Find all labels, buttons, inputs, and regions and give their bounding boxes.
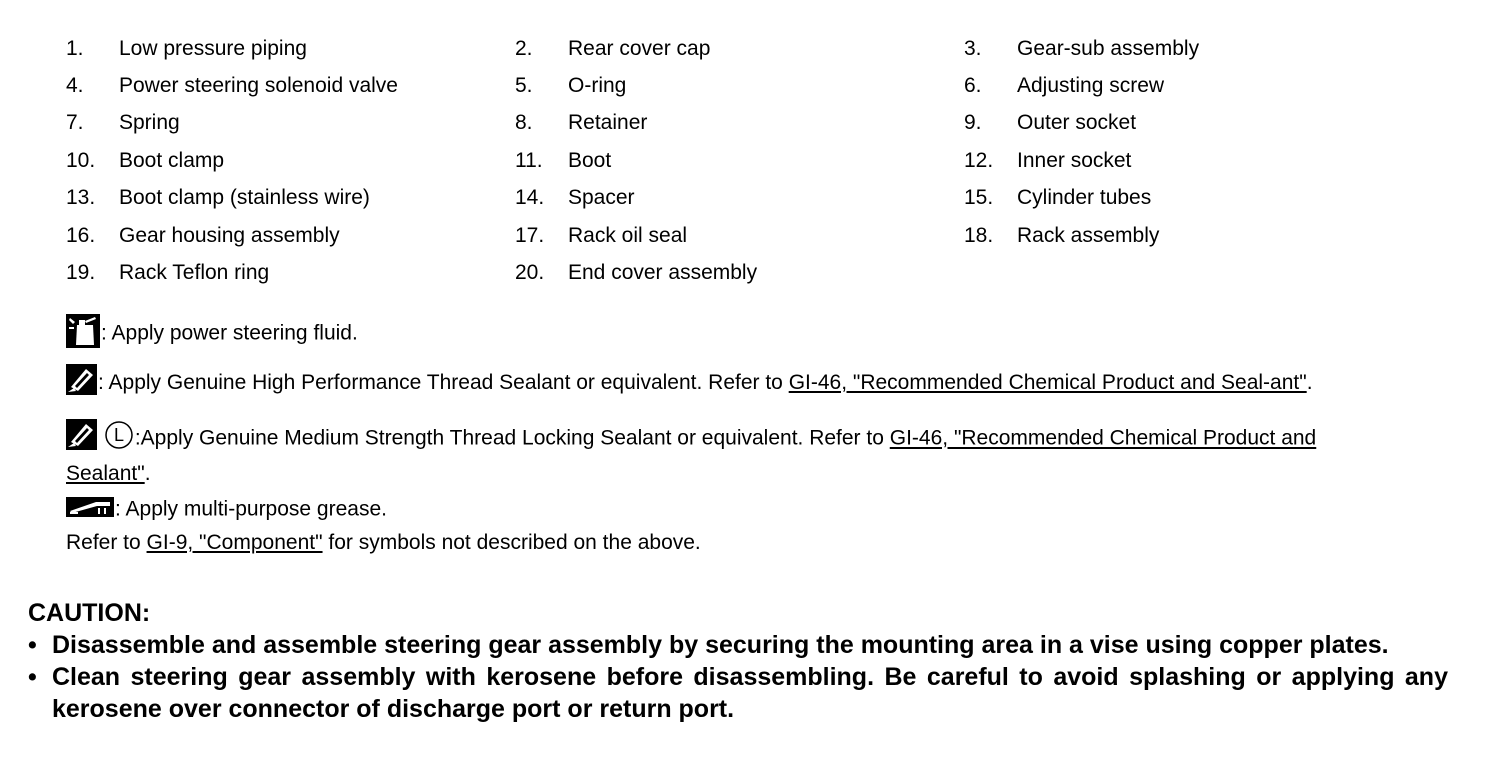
- part-label: Rack assembly: [1017, 223, 1160, 247]
- part-number: 6.: [964, 74, 982, 98]
- part-label: Outer socket: [1017, 111, 1137, 135]
- bullet-icon: •: [28, 631, 37, 659]
- part-number: 14.: [515, 186, 545, 210]
- note-sealant-end: .: [1306, 371, 1313, 395]
- note-sealant: [66, 364, 1406, 403]
- part-number: 7.: [66, 111, 84, 135]
- part-item: [66, 111, 515, 135]
- part-item: [515, 37, 964, 61]
- circled-letter-icon: [104, 420, 134, 459]
- note-grease-text: : Apply multi-purpose grease.: [115, 497, 387, 521]
- note-grease: [66, 497, 1406, 527]
- note-locking-sealant: [66, 419, 1406, 489]
- part-item: [964, 186, 1413, 210]
- part-number: 2.: [515, 36, 533, 60]
- caution-item: [28, 629, 1448, 661]
- part-label: Low pressure piping: [119, 36, 307, 60]
- part-number: 15.: [964, 186, 994, 210]
- part-item: [964, 37, 1413, 61]
- parts-row: [66, 217, 1426, 254]
- parts-row: [66, 30, 1426, 67]
- part-number: 16.: [66, 223, 96, 247]
- part-item: [515, 186, 964, 210]
- locking-reference-link[interactable]: GI-46, "Recommended Chemical Product and Sealant": [66, 426, 1317, 485]
- symbol-legend: [66, 314, 1406, 555]
- part-label: Boot clamp: [119, 148, 225, 172]
- part-number: 19.: [66, 261, 96, 285]
- parts-row: [66, 254, 1426, 291]
- part-item: [66, 186, 515, 210]
- part-item: [515, 74, 964, 98]
- parts-row: [66, 105, 1426, 142]
- part-label: Inner socket: [1017, 148, 1132, 172]
- component-reference-link[interactable]: GI-9, "Component": [146, 531, 323, 554]
- part-item: [66, 74, 515, 98]
- part-item: [964, 224, 1413, 248]
- part-number: 18.: [964, 223, 994, 247]
- part-item: [66, 37, 515, 61]
- bullet-icon: •: [28, 663, 37, 691]
- part-label: End cover assembly: [568, 261, 758, 285]
- part-number: 1.: [66, 36, 84, 60]
- part-label: Boot: [568, 148, 612, 172]
- part-label: Rack oil seal: [568, 223, 688, 247]
- caution-item-text: Clean steering gear assembly with kerosene before disassembling. Be careful to avoid splashing or applying any kerosene over connector of discharge port or return port.: [52, 663, 1448, 723]
- part-number: 12.: [964, 148, 994, 172]
- part-number: 5.: [515, 74, 533, 98]
- part-label: Rack Teflon ring: [119, 261, 270, 285]
- part-number: 3.: [964, 36, 982, 60]
- sealant-reference-link[interactable]: GI-46, "Recommended Chemical Product and Seal-ant": [788, 371, 1307, 395]
- circled-letter: L: [113, 424, 124, 445]
- note-fluid: [66, 314, 1406, 354]
- part-label: O-ring: [568, 74, 627, 98]
- caution-item-text: Disassemble and assemble steering gear assembly by securing the mounting area in a vise using copper plates.: [52, 631, 1389, 659]
- part-number: 13.: [66, 186, 96, 210]
- part-item: [515, 111, 964, 135]
- part-number: 4.: [66, 74, 84, 98]
- part-label: Power steering solenoid valve: [119, 74, 398, 98]
- part-item: [515, 149, 964, 173]
- part-number: 8.: [515, 111, 533, 135]
- caution-list: [28, 629, 1448, 725]
- note-sealant-text: : Apply Genuine High Performance Thread Sealant or equivalent. Refer to: [98, 371, 789, 395]
- part-item: [66, 149, 515, 173]
- part-label: Gear housing assembly: [119, 223, 340, 247]
- part-number: 9.: [964, 111, 982, 135]
- fluid-can-icon: [66, 314, 100, 354]
- part-item: [964, 111, 1413, 135]
- part-label: Gear-sub assembly: [1017, 36, 1200, 60]
- part-item: [66, 224, 515, 248]
- grease-icon: [66, 497, 114, 523]
- sealant-tube-icon: [66, 364, 97, 403]
- sealant-tube-icon: [66, 419, 97, 459]
- part-label: Retainer: [568, 111, 648, 135]
- part-number: 17.: [515, 223, 545, 247]
- part-item: [66, 261, 515, 285]
- part-item: [964, 74, 1413, 98]
- caution-item: [28, 661, 1448, 725]
- note-fluid-text: : Apply power steering fluid.: [101, 321, 358, 345]
- note-refer: [66, 531, 1406, 555]
- part-item: [515, 261, 964, 285]
- parts-row: [66, 142, 1426, 179]
- part-label: Rear cover cap: [568, 36, 711, 60]
- part-item: [964, 149, 1413, 173]
- note-locking-end: .: [144, 462, 151, 485]
- parts-list: [66, 30, 1426, 292]
- part-item: [515, 224, 964, 248]
- part-label: Cylinder tubes: [1017, 186, 1152, 210]
- part-label: Boot clamp (stainless wire): [119, 186, 370, 210]
- part-number: 20.: [515, 261, 545, 285]
- part-label: Spring: [119, 111, 180, 135]
- refer-text-end: for symbols not described on the above.: [322, 531, 701, 554]
- caution-title: CAUTION:: [28, 599, 151, 627]
- part-label: Spacer: [568, 186, 635, 210]
- parts-row: [66, 67, 1426, 104]
- refer-text: Refer to: [66, 531, 147, 554]
- parts-row: [66, 180, 1426, 217]
- part-number: 10.: [66, 148, 96, 172]
- part-label: Adjusting screw: [1017, 74, 1165, 98]
- note-locking-text: :Apply Genuine Medium Strength Thread Locking Sealant or equivalent. Refer to: [134, 426, 890, 450]
- part-number: 11.: [515, 148, 543, 172]
- caution-section: [28, 597, 1448, 725]
